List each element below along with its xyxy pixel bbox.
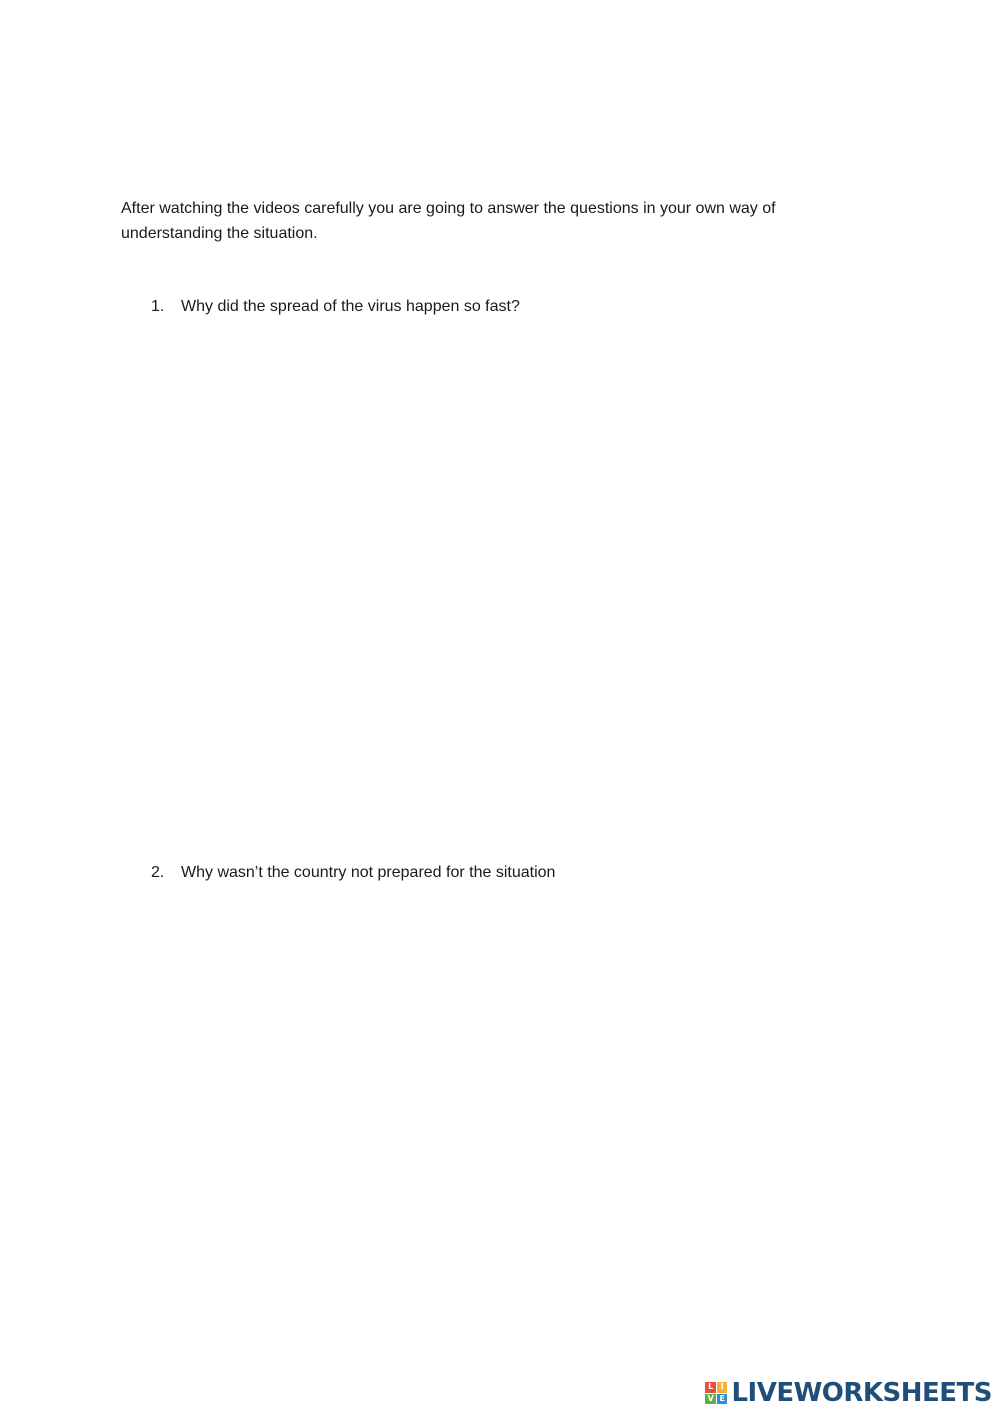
brand-name: LIVEWORKSHEETS: [731, 1378, 992, 1408]
logo-icon: [705, 1382, 727, 1404]
logo-letter-v: V: [705, 1394, 716, 1405]
logo-letter-i: I: [717, 1382, 728, 1393]
question-2: [151, 862, 555, 884]
question-text: Why wasn’t the country not prepared for the situation: [181, 864, 556, 881]
question-number: 1.: [151, 298, 165, 315]
logo-letter-e: E: [717, 1394, 728, 1405]
logo-letter-l: L: [705, 1382, 716, 1393]
liveworksheets-logo: [705, 1379, 992, 1407]
question-text: Why did the spread of the virus happen so fast?: [181, 298, 520, 315]
instructions-text: After watching the videos carefully you are going to answer the questions in your own way of understanding the situation.: [121, 200, 776, 242]
question-number: 2.: [151, 864, 165, 881]
question-1: [151, 296, 520, 318]
